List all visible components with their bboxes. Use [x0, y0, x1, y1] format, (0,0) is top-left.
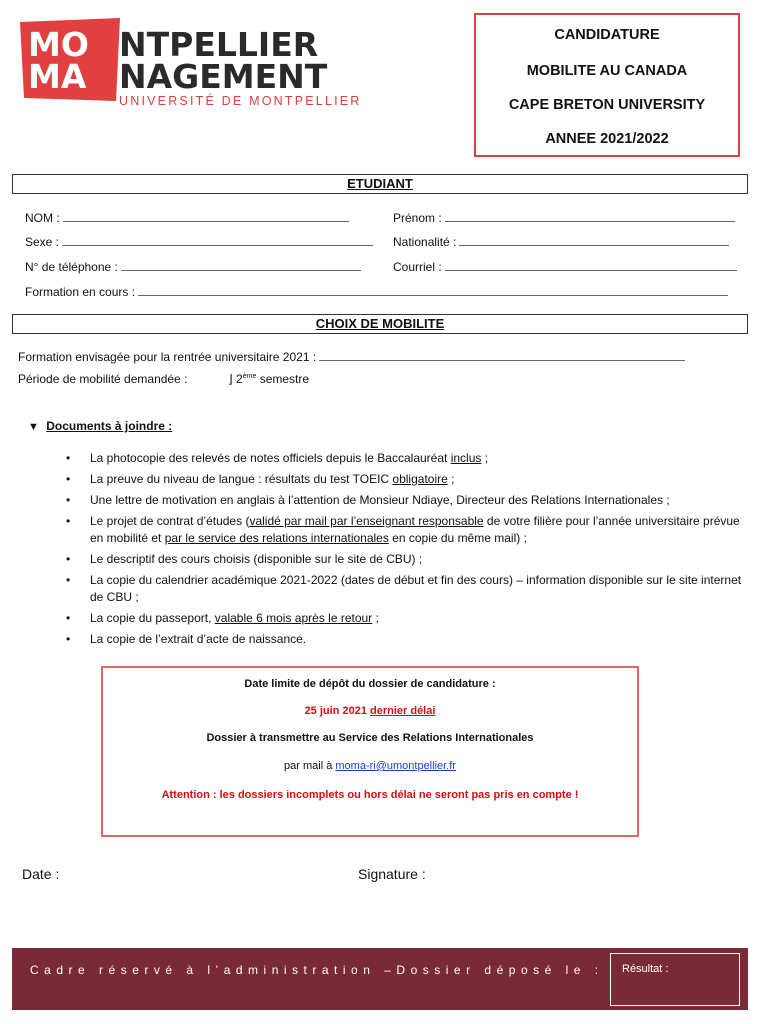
signature-label[interactable]: Signature :	[358, 866, 426, 882]
logo-mo: MO	[28, 25, 89, 64]
deadline-transmit: Dossier à transmettre au Service des Relations Internationales	[206, 732, 534, 744]
list-item: • Une lettre de motivation en anglais à l’attention de Monsieur Ndiaye, Directeur des Relations Internationales ;	[66, 493, 670, 507]
formation-label: Formation en cours :	[25, 285, 136, 299]
sexe-label: Sexe :	[25, 235, 60, 249]
telephone-field[interactable]	[25, 260, 361, 274]
result-label: Résultat :	[622, 963, 669, 975]
title-line-3: CAPE BRETON UNIVERSITY	[508, 97, 706, 113]
caret-down-icon: ▼	[28, 421, 39, 433]
nom-field[interactable]	[25, 211, 349, 225]
etudiant-heading: ETUDIANT	[12, 174, 748, 194]
nom-label: NOM :	[25, 211, 60, 225]
semestre-option[interactable]	[228, 372, 309, 386]
title-line-2: MOBILITE AU CANADA	[526, 63, 688, 79]
checkbox-icon[interactable]: ⌋	[228, 372, 233, 386]
sexe-field[interactable]	[25, 235, 373, 249]
nationalite-field[interactable]	[393, 235, 729, 249]
mail-link[interactable]: moma-ri@umontpellier.fr	[335, 760, 456, 772]
logo-nagement: NAGEMENT	[119, 57, 328, 96]
title-line-1: CANDIDATURE	[554, 27, 660, 43]
semestre-sup: ème	[242, 373, 257, 380]
periode-label: Période de mobilité demandée :	[18, 372, 188, 386]
documents-heading-text: Documents à joindre :	[46, 419, 173, 433]
courriel-field[interactable]	[393, 260, 737, 274]
list-item: • La photocopie des relevés de notes officiels depuis le Baccalauréat inclus ;	[66, 451, 489, 465]
semestre-text: semestre	[259, 372, 310, 386]
list-item: • La copie du calendrier académique 2021-2022 (dates de début et fin des cours) – information disponible sur le site internet de CBU ;	[66, 573, 742, 604]
formation-envisagee-field[interactable]	[18, 350, 685, 364]
list-item: • La copie du passeport, valable 6 mois après le retour ;	[66, 611, 379, 625]
list-item: • La copie de l’extrait d’acte de naissance.	[66, 632, 307, 646]
formation-envisagee-label: Formation envisagée pour la rentrée universitaire 2021 :	[18, 350, 317, 364]
list-item: • Le projet de contrat d’études (validé par mail par l’enseignant responsable de votre filière pour l’année universitaire prévue en mobilité et par le service des relations internationales en copie du même mail) ;	[66, 514, 740, 545]
result-box	[610, 953, 740, 1006]
documents-list	[64, 450, 744, 652]
admin-label: Cadre réservé à l’administration –Dossier déposé le :	[30, 963, 604, 977]
date-label[interactable]: Date :	[22, 866, 60, 882]
list-item: • La preuve du niveau de langue : résultats du test TOEIC obligatoire ;	[66, 472, 455, 486]
documents-heading	[28, 419, 172, 433]
list-item: • Le descriptif des cours choisis (disponible sur le site de CBU) ;	[66, 552, 423, 566]
choix-heading: CHOIX DE MOBILITE	[12, 314, 748, 334]
deadline-warning: Attention : les dossiers incomplets ou hors délai ne seront pas pris en compte !	[161, 789, 579, 801]
courriel-label: Courriel :	[393, 260, 442, 274]
prenom-label: Prénom :	[393, 211, 442, 225]
periode-field	[18, 372, 187, 386]
prenom-field[interactable]	[393, 211, 735, 225]
logo-ma: MA	[28, 57, 87, 96]
title-box	[474, 13, 740, 157]
telephone-label: N° de téléphone :	[25, 260, 118, 274]
deadline-title: Date limite de dépôt du dossier de candidature :	[244, 678, 496, 690]
deadline-date: 25 juin 2021 dernier délai	[304, 705, 436, 717]
title-line-4: ANNEE 2021/2022	[545, 131, 669, 147]
deadline-mail: par mail à moma-ri@umontpellier.fr	[284, 760, 456, 772]
logo-ntpellier: NTPELLIER	[119, 25, 319, 64]
nationalite-label: Nationalité :	[393, 235, 457, 249]
formation-field[interactable]	[25, 285, 728, 299]
deadline-box	[101, 666, 639, 837]
semestre-number: 2	[236, 372, 243, 386]
logo-subtitle: UNIVERSITÉ DE MONTPELLIER	[119, 94, 362, 108]
